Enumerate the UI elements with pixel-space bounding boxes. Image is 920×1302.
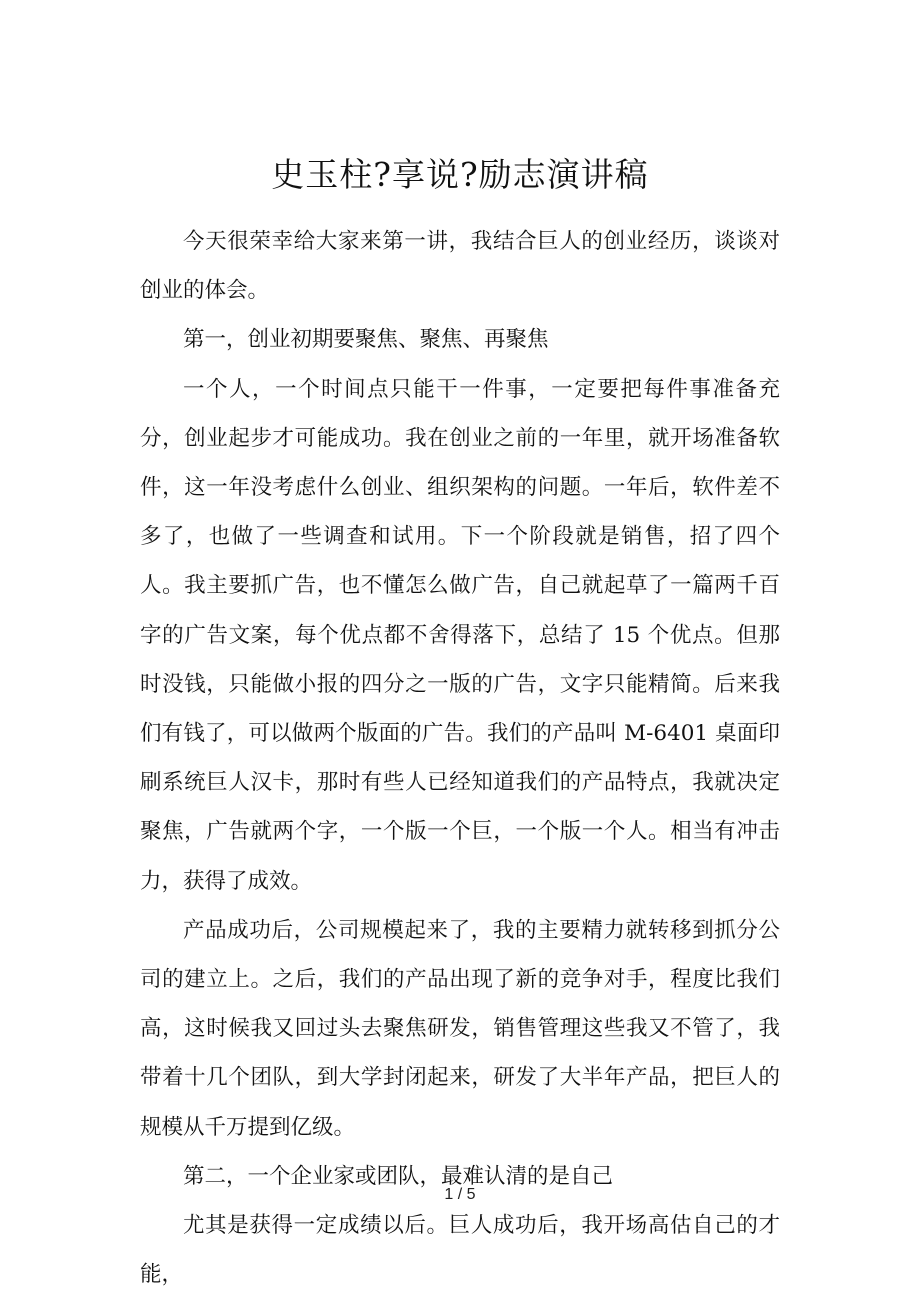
section-heading-first: 第一，创业初期要聚焦、聚焦、再聚焦 bbox=[183, 327, 549, 353]
paragraph-growth: 产品成功后，公司规模起来了，我的主要精力就转移到抓分公司的建立上。之后，我们的产品出现了新的竞争对手，程度比我们高，这时候我又回过头去聚焦研发，销售管理这些我又不管了，我带着十几个团队，到大学封闭起来，研发了大半年产品，把巨人的规模从千万提到亿级。 bbox=[140, 917, 780, 1140]
paragraph-focus-story: 一个人，一个时间点只能干一件事，一定要把每件事准备充分，创业起步才可能成功。我在创业之前的一年里，就开场准备软件，这一年没考虑什么创业、组织架构的问题。一年后，软件差不多了，也做了一些调查和试用。下一个阶段就是销售，招了四个人。我主要抓广告，也不懂怎么做广告，自己就起草了一篇两千百字的广告文案，每个优点都不舍得落下，总结了 15 个优点。但那时没钱，只能做小报的四分之一版的广告，文字只能精简。后来我们有钱了，可以做两个版面的广告。我们的产品叫 M-6401 桌面印刷系统巨人汉卡，那时有些人已经知道我们的产品特点，我就决定聚焦，广告就两个字，一个版一个巨，一个版一个人。相当有冲击力，获得了成效。 bbox=[140, 376, 780, 894]
paragraph-intro: 今天很荣幸给大家来第一讲，我结合巨人的创业经历，谈谈对创业的体会。 bbox=[140, 229, 780, 304]
page-number: 1 / 5 bbox=[444, 1186, 476, 1203]
section-heading-second: 第二，一个企业家或团队，最难认清的是自己 bbox=[183, 1163, 614, 1189]
document-body bbox=[140, 217, 780, 1299]
paragraph-self-awareness: 尤其是获得一定成绩以后。巨人成功后，我开场高估自己的才能， bbox=[140, 1213, 780, 1288]
document-title: 史玉柱?享说?励志演讲稿 bbox=[271, 155, 649, 194]
